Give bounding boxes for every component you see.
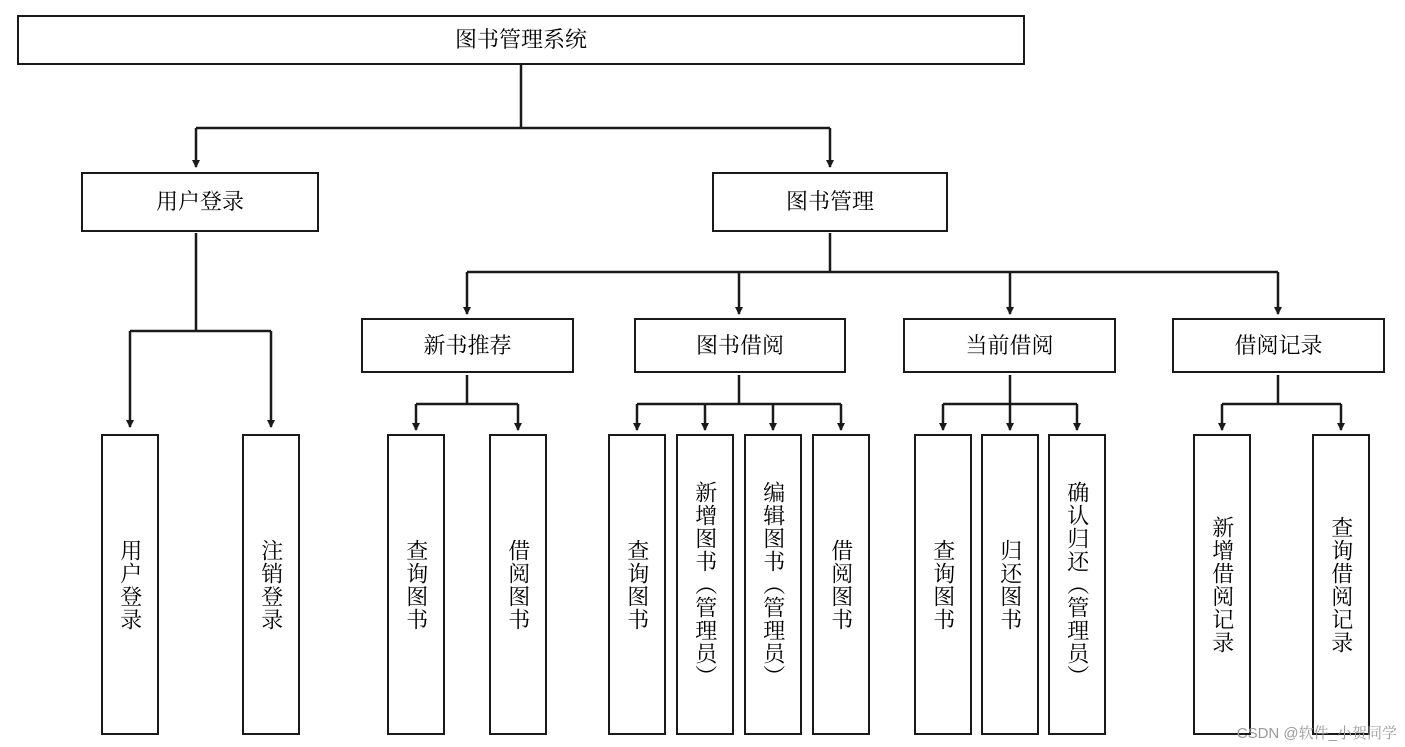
- watermark-text: CSDN @软件_小贺同学: [1236, 725, 1397, 742]
- leaf-label: 查询借阅记录: [1328, 515, 1354, 654]
- leaf-label: 查询图书: [930, 538, 956, 631]
- leaf-record-query[interactable]: [1312, 434, 1370, 735]
- leaf-label: 查询图书: [403, 538, 429, 631]
- leaf-user-login-login[interactable]: [101, 434, 159, 735]
- leaf-borrow-add-book[interactable]: [676, 434, 734, 735]
- leaf-label: 编辑图书（管理员）: [760, 481, 786, 688]
- node-root[interactable]: [17, 15, 1025, 65]
- leaf-label: 新增图书（管理员）: [692, 481, 718, 688]
- leaf-new-book-query[interactable]: [387, 434, 445, 735]
- leaf-label: 新增借阅记录: [1209, 515, 1235, 654]
- leaf-current-return-book[interactable]: [981, 434, 1039, 735]
- leaf-label: 注销登录: [258, 538, 284, 631]
- node-user-login[interactable]: [81, 172, 319, 232]
- leaf-label: 用户登录: [117, 538, 143, 631]
- leaf-label: 归还图书: [997, 538, 1023, 631]
- node-new-book-recommend[interactable]: [361, 318, 574, 373]
- node-book-management-label: 图书管理: [785, 189, 874, 215]
- node-borrow-record-label: 借阅记录: [1234, 332, 1323, 358]
- leaf-current-confirm-return[interactable]: [1048, 434, 1106, 735]
- leaf-label: 确认归还（管理员）: [1064, 481, 1090, 688]
- node-current-borrow-label: 当前借阅: [965, 332, 1054, 358]
- leaf-borrow-edit-book[interactable]: [744, 434, 802, 735]
- node-book-borrow[interactable]: [634, 318, 846, 373]
- leaf-user-login-logout[interactable]: [242, 434, 300, 735]
- leaf-label: 借阅图书: [505, 538, 531, 631]
- node-book-management[interactable]: [712, 172, 948, 232]
- node-user-login-label: 用户登录: [155, 189, 244, 215]
- node-current-borrow[interactable]: [903, 318, 1116, 373]
- leaf-record-add[interactable]: [1193, 434, 1251, 735]
- node-new-book-recommend-label: 新书推荐: [423, 332, 512, 358]
- node-borrow-record[interactable]: [1172, 318, 1385, 373]
- leaf-borrow-query-book[interactable]: [608, 434, 666, 735]
- leaf-new-book-borrow[interactable]: [489, 434, 547, 735]
- leaf-current-query-book[interactable]: [914, 434, 972, 735]
- node-root-label: 图书管理系统: [454, 27, 587, 53]
- leaf-label: 查询图书: [624, 538, 650, 631]
- leaf-borrow-borrow-book[interactable]: [812, 434, 870, 735]
- leaf-label: 借阅图书: [828, 538, 854, 631]
- node-book-borrow-label: 图书借阅: [695, 332, 784, 358]
